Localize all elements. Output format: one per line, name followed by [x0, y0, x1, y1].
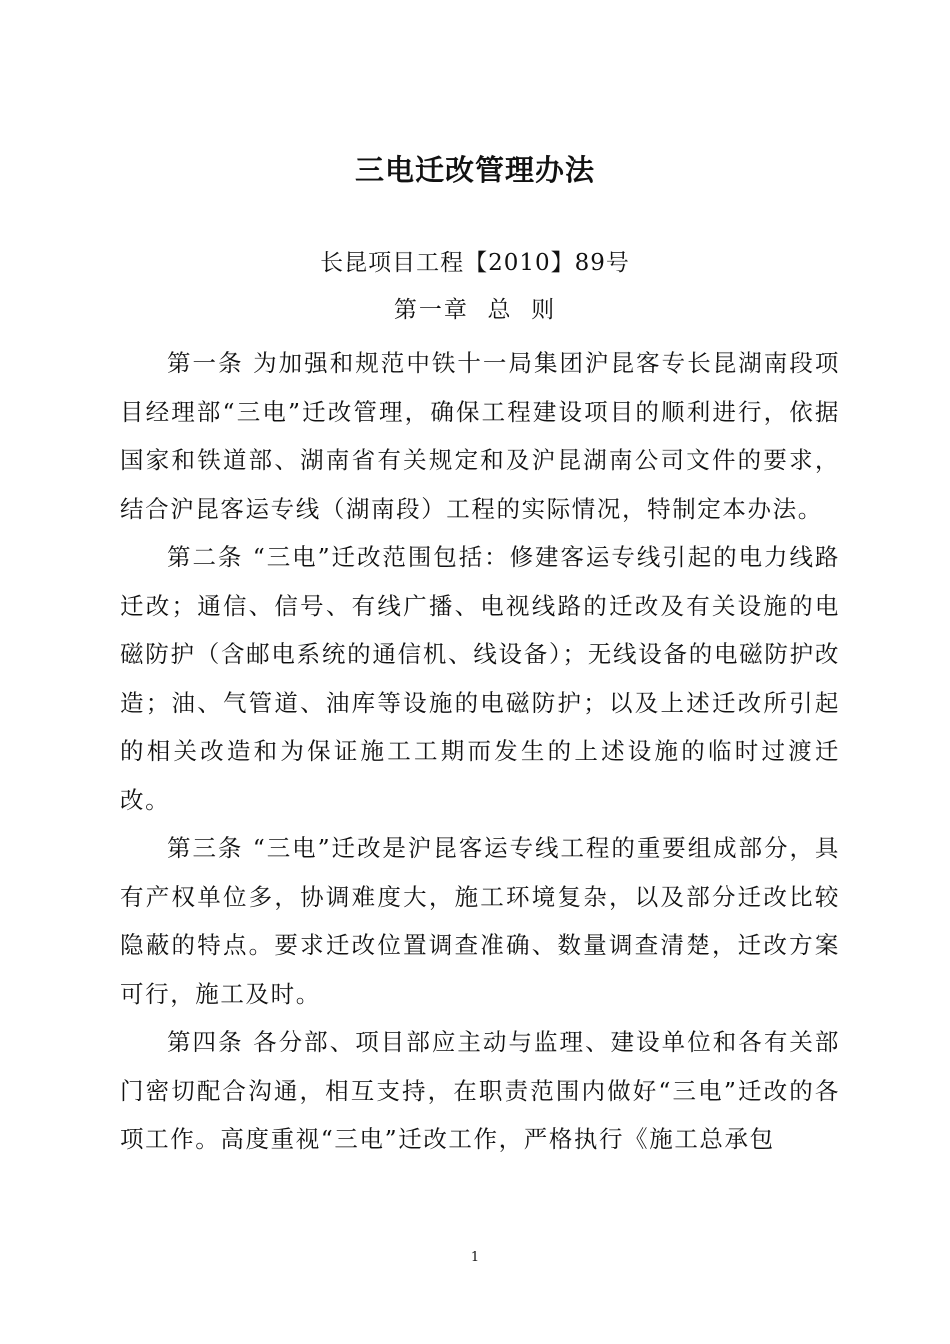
article-2-paragraph: 第二条 “三电”迁改范围包括：修建客运专线引起的电力线路迁改；通信、信号、有线广播、电视线路的迁改及有关设施的电磁防护（含邮电系统的通信机、线设备）；无线设备的电磁防护改造；油、气管道、油库等设施的电磁防护；以及上述迁改所引起的相关改造和为保证施工工期而发生的上述设施的临时过渡迁改。	[120, 543, 840, 814]
article-3-paragraph: 第三条 “三电”迁改是沪昆客运专线工程的重要组成部分，具有产权单位多，协调难度大，施工环境复杂，以及部分迁改比较隐蔽的特点。要求迁改位置调查准确、数量调查清楚，迁改方案可行，施工及时。	[120, 834, 840, 1008]
document-title: 三电迁改管理办法	[354, 153, 595, 187]
chapter-heading: 第一章 总 则	[393, 297, 557, 323]
page-number: 1	[470, 1250, 480, 1265]
document-number: 长昆项目工程【2010】89号	[320, 250, 630, 276]
article-1-paragraph: 第一条 为加强和规范中铁十一局集团沪昆客专长昆湖南段项目经理部“三电”迁改管理，确保工程建设项目的顺利进行，依据国家和铁道部、湖南省有关规定和及沪昆湖南公司文件的要求，结合沪昆客运专线（湖南段）工程的实际情况，特制定本办法。	[120, 349, 840, 523]
article-4-paragraph: 第四条 各分部、项目部应主动与监理、建设单位和各有关部门密切配合沟通，相互支持，在职责范围内做好“三电”迁改的各项工作。高度重视“三电”迁改工作，严格执行《施工总承包	[120, 1028, 840, 1153]
body-text	[120, 339, 840, 1164]
